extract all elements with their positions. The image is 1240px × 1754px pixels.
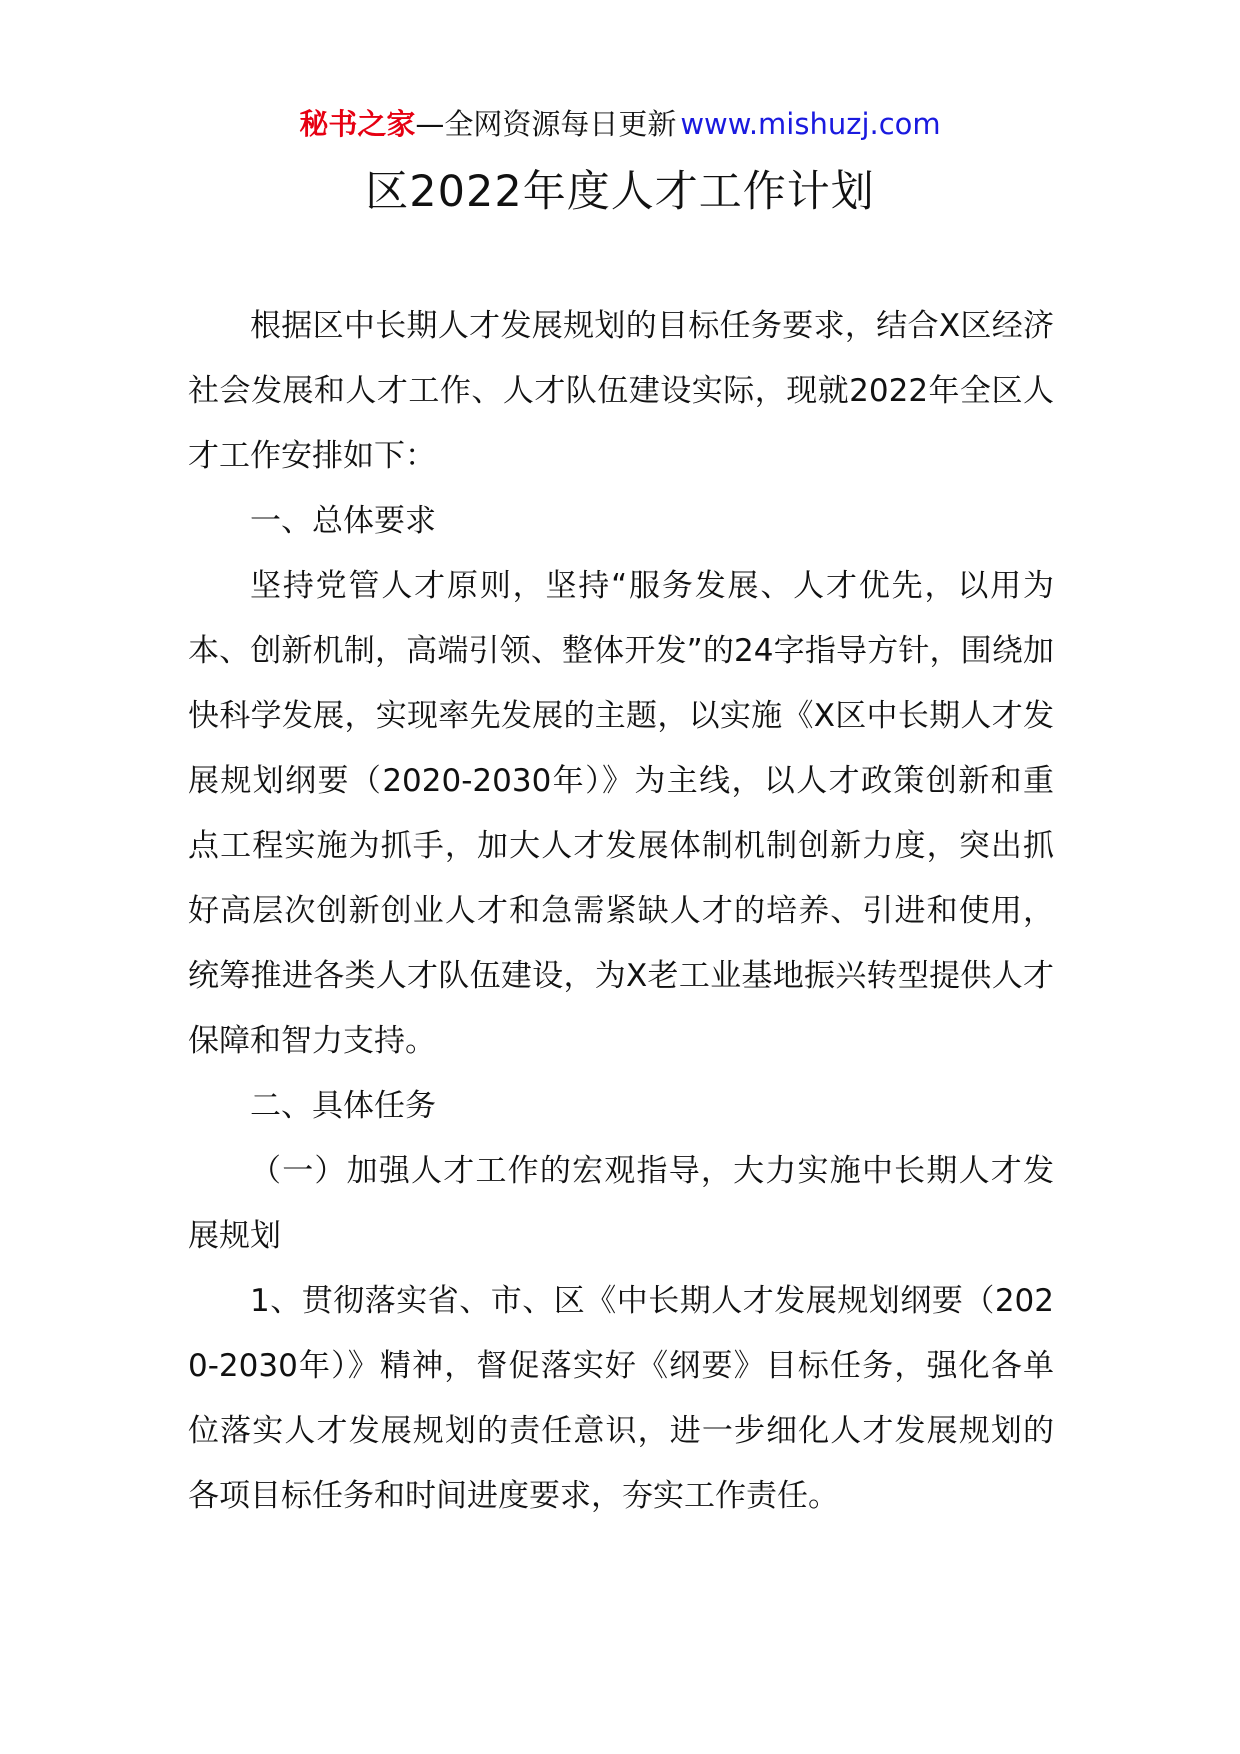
brand-name: 秘书之家 [299, 107, 416, 141]
document-title: 区2022年度人才工作计划 [365, 167, 875, 217]
general-requirements-paragraph: 坚持党管人才原则，坚持“服务发展、人才优先，以用为本、创新机制，高端引领、整体开发”的24字指导方针，围绕加快科学发展，实现率先发展的主题，以实施《X区中长期人才发展规划纲要（2020-2030年）》为主线，以人才政策创新和重点工程实施为抓手，加大人才发展体制机制创新力度，突出抓好高层次创新创业人才和急需紧缺人才的培养、引进和使用，统筹推进各类人才队伍建设，为X老工业基地振兴转型提供人才保障和智力支持。 [188, 568, 1054, 1059]
intro-paragraph: 根据区中长期人才发展规划的目标任务要求，结合X区经济社会发展和人才工作、人才队伍建设实际，现就2022年全区人才工作安排如下： [188, 308, 1054, 474]
site-link[interactable]: www.mishuzj.com [680, 107, 941, 141]
section-heading-specific-tasks: 二、具体任务 [250, 1088, 436, 1124]
header-slogan: —全网资源每日更新 [415, 107, 677, 141]
subsection-heading-1: （一）加强人才工作的宏观指导，大力实施中长期人才发展规划 [188, 1153, 1054, 1254]
task-item-1: 1、贯彻落实省、市、区《中长期人才发展规划纲要（2020-2030年）》精神，督促落实好《纲要》目标任务，强化各单位落实人才发展规划的责任意识，进一步细化人才发展规划的各项目标任务和时间进度要求，夯实工作责任。 [188, 1283, 1054, 1514]
site-header [0, 102, 1240, 146]
document-body [188, 294, 1054, 1529]
section-heading-general-requirements: 一、总体要求 [250, 503, 436, 539]
